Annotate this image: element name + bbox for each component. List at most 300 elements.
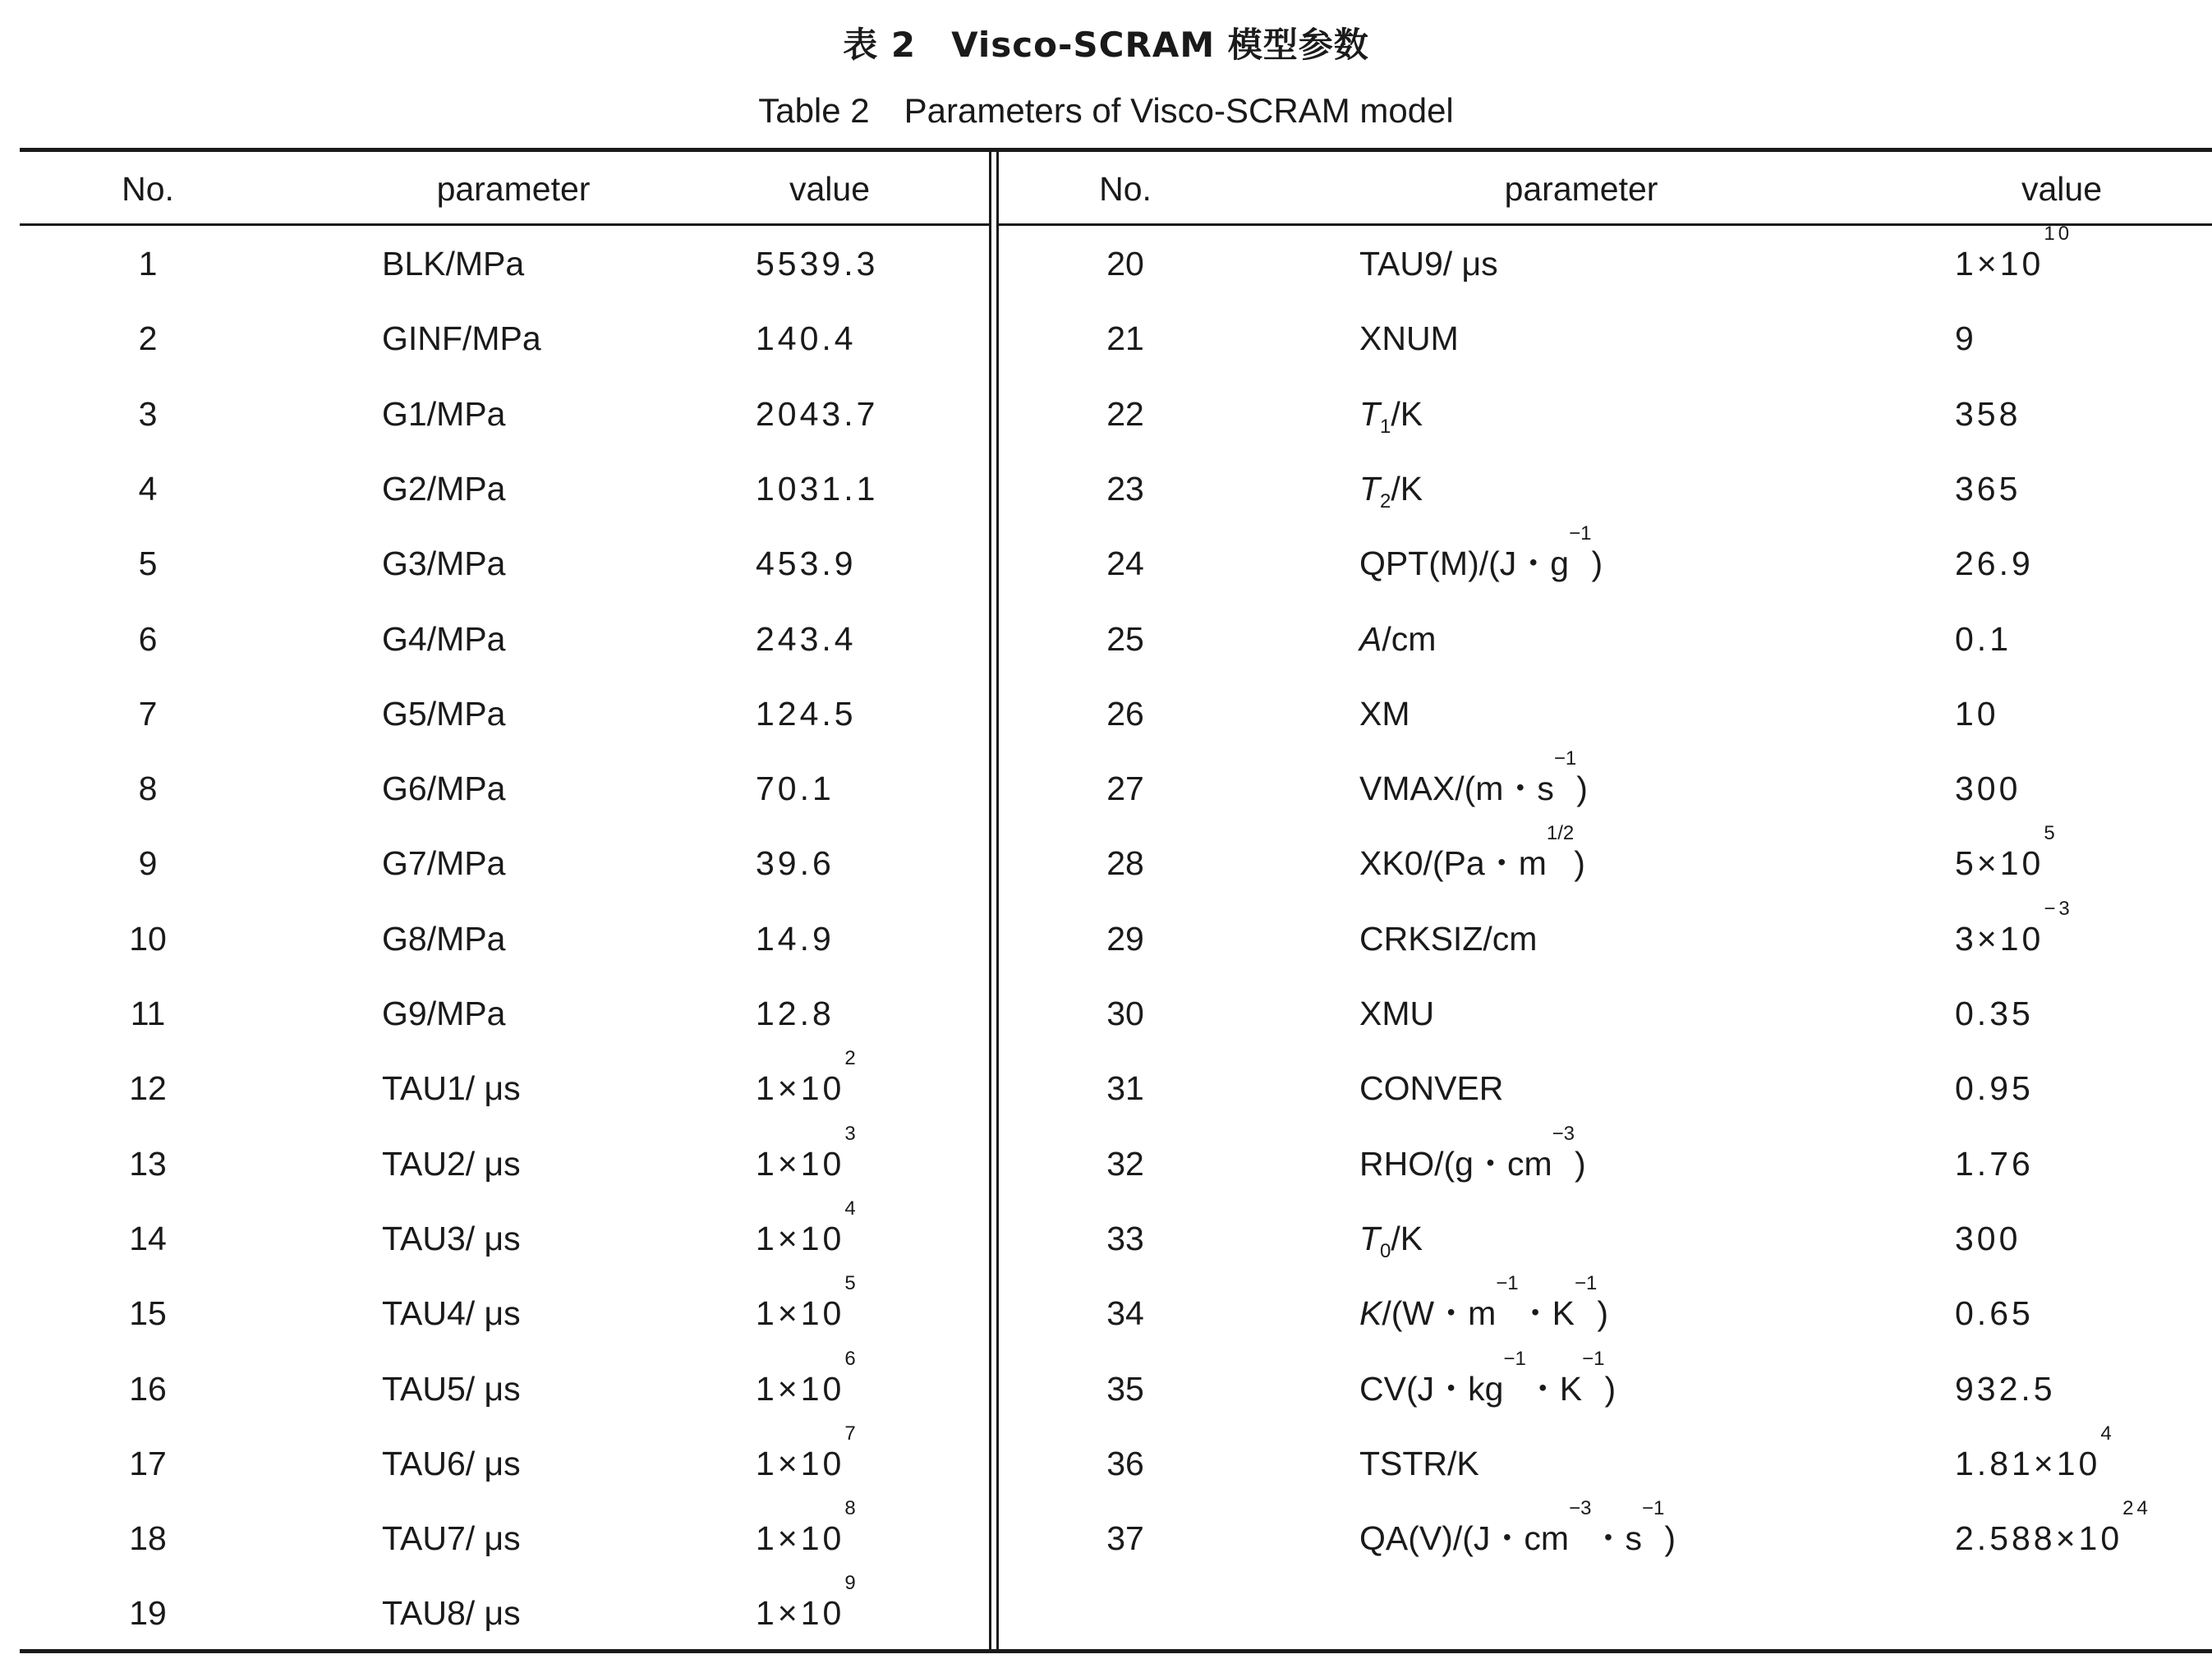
text-run: 3×10 <box>1955 920 2044 958</box>
text-run: 12.8 <box>756 995 835 1032</box>
parameter-text <box>382 1445 521 1482</box>
text-run: ) <box>1591 545 1603 582</box>
value-text <box>1955 395 2021 433</box>
superscript: 5 <box>844 1272 859 1294</box>
superscript: −3 <box>1569 1497 1592 1519</box>
row-number: 36 <box>1106 1445 1144 1482</box>
superscript: 3 <box>844 1123 859 1145</box>
row-number: 4 <box>138 470 158 508</box>
row-parameter <box>1359 1123 1586 1188</box>
text-run: G1/MPa <box>382 395 506 433</box>
text-run: 300 <box>1955 1220 2021 1257</box>
text-run: TAU9/ μs <box>1359 245 1498 283</box>
row-value <box>1955 822 2058 888</box>
value-text <box>756 770 835 807</box>
text-run: 14.9 <box>756 920 835 958</box>
row-value <box>1955 614 2012 664</box>
superscript: 1/2 <box>1546 822 1575 844</box>
text-run: 39.6 <box>756 844 835 882</box>
superscript: −1 <box>1496 1272 1519 1294</box>
row-value <box>1955 1289 2034 1338</box>
text-run: 2043.7 <box>756 395 879 433</box>
row-number: 29 <box>1106 920 1144 958</box>
parameter-text <box>382 319 541 357</box>
parameter-text <box>382 770 505 807</box>
row-value <box>756 1047 859 1113</box>
value-text <box>756 1197 859 1257</box>
text-run: /(W・m <box>1382 1294 1497 1332</box>
row-value <box>1955 1139 2034 1188</box>
text-run: BLK/MPa <box>382 245 525 283</box>
row-parameter <box>382 1064 521 1113</box>
text-run: TAU3/ μs <box>382 1220 521 1257</box>
parameter-text <box>1359 747 1588 807</box>
text-run: TAU4/ μs <box>382 1294 521 1332</box>
text-run: ・K <box>1518 1294 1575 1332</box>
text-run: G3/MPa <box>382 545 506 582</box>
row-value <box>756 389 878 439</box>
text-run: 0.65 <box>1955 1294 2034 1332</box>
text-run: 1×10 <box>756 1145 845 1183</box>
superscript: 4 <box>2100 1422 2115 1445</box>
parameter-text <box>1359 1497 1676 1557</box>
row-number: 11 <box>130 995 166 1032</box>
text-run: XMU <box>1359 995 1435 1032</box>
row-value <box>1955 989 2034 1038</box>
subscript: 1 <box>1380 416 1391 439</box>
parameter-text <box>382 1220 521 1257</box>
text-run: 1×10 <box>756 1220 845 1257</box>
row-value <box>756 1123 859 1188</box>
superscript: 10 <box>2044 223 2073 245</box>
table-title-en: Table 2 Parameters of Visco-SCRAM model <box>758 91 1454 130</box>
row-parameter <box>1359 822 1585 888</box>
value-text <box>756 995 835 1032</box>
row-number: 30 <box>1106 995 1144 1032</box>
value-text <box>756 1272 859 1332</box>
superscript: 4 <box>844 1197 859 1220</box>
text-run: 243.4 <box>756 620 857 658</box>
text-run: QA(V)/(J・cm <box>1359 1519 1570 1557</box>
parameter-text <box>1359 822 1585 882</box>
row-parameter <box>382 839 505 888</box>
subscript: 0 <box>1380 1240 1391 1263</box>
superscript: −1 <box>1575 1272 1598 1294</box>
superscript: 6 <box>844 1348 859 1370</box>
row-parameter <box>382 1289 521 1338</box>
row-parameter <box>382 1439 521 1488</box>
row-parameter <box>382 689 505 738</box>
text-run: 70.1 <box>756 770 835 807</box>
text-run: TAU6/ μs <box>382 1445 521 1482</box>
superscript: −1 <box>1582 1348 1605 1370</box>
top-rule <box>20 148 2212 152</box>
value-text <box>756 1422 859 1482</box>
text-run: ) <box>1576 770 1588 807</box>
text-run: 1×10 <box>756 1069 845 1107</box>
column-divider <box>989 152 991 1649</box>
row-parameter <box>382 614 505 664</box>
text-run: G6/MPa <box>382 770 506 807</box>
row-value <box>1955 1064 2034 1113</box>
parameter-text <box>382 470 505 508</box>
text-run: 0.35 <box>1955 995 2034 1032</box>
row-number: 23 <box>1106 470 1144 508</box>
parameter-text <box>382 1145 521 1183</box>
row-parameter <box>382 1214 521 1263</box>
text-run: 1×10 <box>756 1445 845 1482</box>
row-value <box>1955 689 1999 738</box>
text-run: 0.1 <box>1955 620 2012 658</box>
text-run: CV(J・kg <box>1359 1370 1504 1408</box>
superscript: 24 <box>2122 1497 2151 1519</box>
row-value <box>756 1272 859 1338</box>
text-run: 140.4 <box>756 319 857 357</box>
row-value <box>1955 389 2021 439</box>
header-rule-right <box>998 223 2212 226</box>
row-parameter <box>382 989 505 1038</box>
text-run: 358 <box>1955 395 2021 433</box>
row-parameter <box>382 314 541 363</box>
row-parameter <box>382 239 524 288</box>
text-run: 0.95 <box>1955 1069 2034 1107</box>
text-run: /cm <box>1382 620 1437 658</box>
value-text <box>1955 1422 2115 1482</box>
text-run: K <box>1359 1294 1382 1332</box>
row-value <box>756 1197 859 1263</box>
value-text <box>756 319 857 357</box>
row-number: 24 <box>1106 545 1144 582</box>
parameter-text <box>382 545 505 582</box>
row-number: 5 <box>138 545 158 582</box>
superscript: 7 <box>844 1422 859 1445</box>
row-number: 19 <box>129 1594 167 1632</box>
value-text <box>756 695 857 733</box>
value-text <box>1955 995 2034 1032</box>
header-parameter-left: parameter <box>436 170 591 208</box>
parameter-text <box>382 1069 521 1107</box>
subscript: 2 <box>1380 490 1391 513</box>
text-run: 5539.3 <box>756 245 879 283</box>
superscript: 2 <box>844 1047 859 1069</box>
row-number: 15 <box>129 1294 167 1332</box>
value-text <box>1955 1294 2034 1332</box>
text-run: 1.81×10 <box>1955 1445 2101 1482</box>
superscript: −3 <box>1552 1123 1575 1145</box>
text-run: 1×10 <box>756 1370 845 1408</box>
value-text <box>756 470 878 508</box>
column-divider <box>996 152 999 1649</box>
row-value <box>756 464 878 513</box>
row-number: 7 <box>138 695 158 733</box>
text-run: CONVER <box>1359 1069 1504 1107</box>
value-text <box>756 620 857 658</box>
row-parameter <box>1359 1214 1423 1263</box>
text-run: 2.588×10 <box>1955 1519 2123 1557</box>
parameter-text <box>382 395 505 433</box>
row-number: 27 <box>1106 770 1144 807</box>
row-parameter <box>382 914 505 963</box>
text-run: G5/MPa <box>382 695 506 733</box>
row-parameter <box>1359 689 1410 738</box>
row-value <box>1955 1422 2115 1488</box>
row-parameter <box>1359 239 1498 288</box>
row-value <box>1955 539 2034 588</box>
text-run: 124.5 <box>756 695 857 733</box>
text-run: ) <box>1664 1519 1676 1557</box>
text-run: 932.5 <box>1955 1370 2056 1408</box>
header-rule-left <box>20 223 991 226</box>
text-run: XM <box>1359 695 1410 733</box>
text-run: T <box>1359 395 1381 433</box>
text-run: TAU1/ μs <box>382 1069 521 1107</box>
text-run: ・s <box>1591 1519 1642 1557</box>
parameter-text <box>382 1594 521 1632</box>
row-parameter <box>1359 747 1588 813</box>
text-run: G7/MPa <box>382 844 506 882</box>
superscript: −1 <box>1503 1348 1526 1370</box>
text-run: ) <box>1574 844 1585 882</box>
text-run: ・K <box>1525 1370 1583 1408</box>
parameter-text <box>1359 1348 1616 1408</box>
text-run: 300 <box>1955 770 2021 807</box>
row-parameter <box>1359 1272 1609 1338</box>
row-parameter <box>382 1364 521 1413</box>
header-value-right: value <box>2021 170 2102 208</box>
row-value <box>756 989 835 1038</box>
text-run: QPT(M)/(J・g <box>1359 545 1570 582</box>
row-parameter <box>382 539 505 588</box>
row-parameter <box>1359 464 1423 513</box>
value-text <box>1955 1220 2021 1257</box>
parameter-text <box>1359 245 1498 283</box>
parameter-text <box>1359 1069 1503 1107</box>
text-run: /K <box>1391 470 1423 508</box>
row-number: 2 <box>138 319 158 357</box>
row-parameter <box>382 1588 521 1638</box>
parameter-text <box>1359 470 1423 513</box>
row-parameter <box>1359 1348 1616 1413</box>
row-number: 6 <box>138 620 158 658</box>
row-parameter <box>1359 1497 1676 1563</box>
row-number: 31 <box>1106 1069 1144 1107</box>
parameter-text <box>1359 395 1423 439</box>
row-number: 20 <box>1106 245 1144 283</box>
parameter-text <box>1359 522 1603 582</box>
row-number: 22 <box>1106 395 1144 433</box>
row-parameter <box>382 764 505 813</box>
row-value <box>756 764 835 813</box>
bottom-rule <box>20 1649 2212 1653</box>
value-text <box>1955 470 2021 508</box>
superscript: 5 <box>2044 822 2058 844</box>
row-number: 16 <box>129 1370 167 1408</box>
text-run: 26.9 <box>1955 545 2034 582</box>
text-run: 1×10 <box>756 1519 845 1557</box>
value-text <box>756 1572 859 1632</box>
parameter-text <box>1359 319 1459 357</box>
text-run: T <box>1359 470 1381 508</box>
row-value <box>1955 464 2021 513</box>
row-parameter <box>382 464 505 513</box>
parameter-text <box>382 245 524 283</box>
text-run: TAU7/ μs <box>382 1519 521 1557</box>
row-number: 14 <box>129 1220 167 1257</box>
text-run: /K <box>1391 395 1423 433</box>
row-number: 34 <box>1106 1294 1144 1332</box>
row-number: 9 <box>138 844 158 882</box>
text-run: 1×10 <box>1955 245 2044 283</box>
row-value <box>1955 1364 2056 1413</box>
row-value <box>756 539 857 588</box>
row-number: 13 <box>129 1145 167 1183</box>
row-parameter <box>1359 989 1434 1038</box>
row-number: 25 <box>1106 620 1144 658</box>
row-value <box>756 1348 859 1413</box>
value-text <box>756 395 878 433</box>
row-parameter <box>382 1514 521 1563</box>
text-run: TAU8/ μs <box>382 1594 521 1632</box>
header-no-right: No. <box>1099 170 1152 208</box>
text-run: G9/MPa <box>382 995 506 1032</box>
row-number: 21 <box>1106 319 1144 357</box>
parameter-text <box>382 1519 521 1557</box>
value-text <box>756 844 835 882</box>
parameter-text <box>382 920 505 958</box>
text-run: 365 <box>1955 470 2021 508</box>
text-run: G2/MPa <box>382 470 506 508</box>
text-run: 9 <box>1955 319 1977 357</box>
text-run: 10 <box>1955 695 1999 733</box>
text-run: CRKSIZ/cm <box>1359 920 1538 958</box>
row-number: 37 <box>1106 1519 1144 1557</box>
value-text <box>1955 1370 2056 1408</box>
value-text <box>1955 223 2073 283</box>
text-run: G4/MPa <box>382 620 506 658</box>
table-title-cn: 表 2 Visco-SCRAM 模型参数 <box>843 25 1369 65</box>
row-parameter <box>1359 914 1537 963</box>
row-value <box>756 839 835 888</box>
header-value-left: value <box>789 170 870 208</box>
superscript: 8 <box>844 1497 859 1519</box>
text-run: 1×10 <box>756 1594 845 1632</box>
text-run: XK0/(Pa・m <box>1359 844 1547 882</box>
value-text <box>756 545 857 582</box>
value-text <box>756 1348 859 1408</box>
row-value <box>1955 1497 2151 1563</box>
text-run: 5×10 <box>1955 844 2044 882</box>
row-parameter <box>382 389 505 439</box>
text-run: TSTR/K <box>1359 1445 1479 1482</box>
value-text <box>756 920 835 958</box>
row-value <box>756 1572 859 1638</box>
text-run: RHO/(g・cm <box>1359 1145 1552 1183</box>
text-run: ) <box>1597 1294 1609 1332</box>
row-parameter <box>1359 522 1603 588</box>
value-text <box>1955 319 1977 357</box>
text-run: 1.76 <box>1955 1145 2034 1183</box>
value-text <box>756 1123 859 1183</box>
value-text <box>1955 1069 2034 1107</box>
row-number: 33 <box>1106 1220 1144 1257</box>
value-text <box>1955 695 1999 733</box>
row-number: 10 <box>129 920 167 958</box>
value-text <box>1955 620 2012 658</box>
row-value <box>756 314 857 363</box>
text-run: 1×10 <box>756 1294 845 1332</box>
value-text <box>1955 1145 2034 1183</box>
row-parameter <box>382 1139 521 1188</box>
row-value <box>1955 223 2073 288</box>
row-parameter <box>1359 1064 1503 1113</box>
superscript: −1 <box>1553 747 1577 770</box>
row-number: 32 <box>1106 1145 1144 1183</box>
row-parameter <box>1359 314 1459 363</box>
row-value <box>756 614 857 664</box>
parameter-text <box>382 1294 521 1332</box>
row-number: 35 <box>1106 1370 1144 1408</box>
text-run: ) <box>1574 1145 1586 1183</box>
text-run: 453.9 <box>756 545 857 582</box>
row-value <box>1955 764 2021 813</box>
value-text <box>1955 898 2073 958</box>
text-run: G8/MPa <box>382 920 506 958</box>
row-value <box>756 1422 859 1488</box>
parameter-text <box>1359 1220 1423 1263</box>
superscript: −3 <box>2044 898 2073 920</box>
row-parameter <box>1359 614 1436 664</box>
parameter-text <box>1359 1445 1479 1482</box>
text-run: TAU2/ μs <box>382 1145 521 1183</box>
value-text <box>756 1497 859 1557</box>
superscript: −1 <box>1641 1497 1665 1519</box>
row-value <box>1955 1214 2021 1263</box>
row-number: 28 <box>1106 844 1144 882</box>
text-run: 1031.1 <box>756 470 879 508</box>
value-text <box>756 1047 859 1107</box>
row-number: 1 <box>138 245 158 283</box>
parameter-text <box>1359 1272 1609 1332</box>
row-number: 26 <box>1106 695 1144 733</box>
text-run: T <box>1359 1220 1381 1257</box>
value-text <box>1955 545 2034 582</box>
row-number: 18 <box>129 1519 167 1557</box>
header-no-left: No. <box>122 170 174 208</box>
row-value <box>756 1497 859 1563</box>
superscript: 9 <box>844 1572 859 1594</box>
parameter-text <box>382 1370 521 1408</box>
row-parameter <box>1359 389 1423 439</box>
row-value <box>756 239 878 288</box>
text-run: VMAX/(m・s <box>1359 770 1554 807</box>
text-run: ) <box>1604 1370 1616 1408</box>
header-parameter-right: parameter <box>1504 170 1658 208</box>
parameter-text <box>1359 920 1537 958</box>
text-run: XNUM <box>1359 319 1459 357</box>
row-number: 3 <box>138 395 158 433</box>
parameter-text <box>1359 995 1434 1032</box>
value-text <box>1955 1497 2151 1557</box>
row-value <box>756 689 857 738</box>
row-number: 17 <box>129 1445 167 1482</box>
parameter-text <box>382 995 505 1032</box>
row-value <box>1955 314 1977 363</box>
parameter-text <box>382 844 505 882</box>
superscript: −1 <box>1569 522 1592 545</box>
text-run: /K <box>1391 1220 1423 1257</box>
parameter-text <box>382 620 505 658</box>
row-value <box>756 914 835 963</box>
